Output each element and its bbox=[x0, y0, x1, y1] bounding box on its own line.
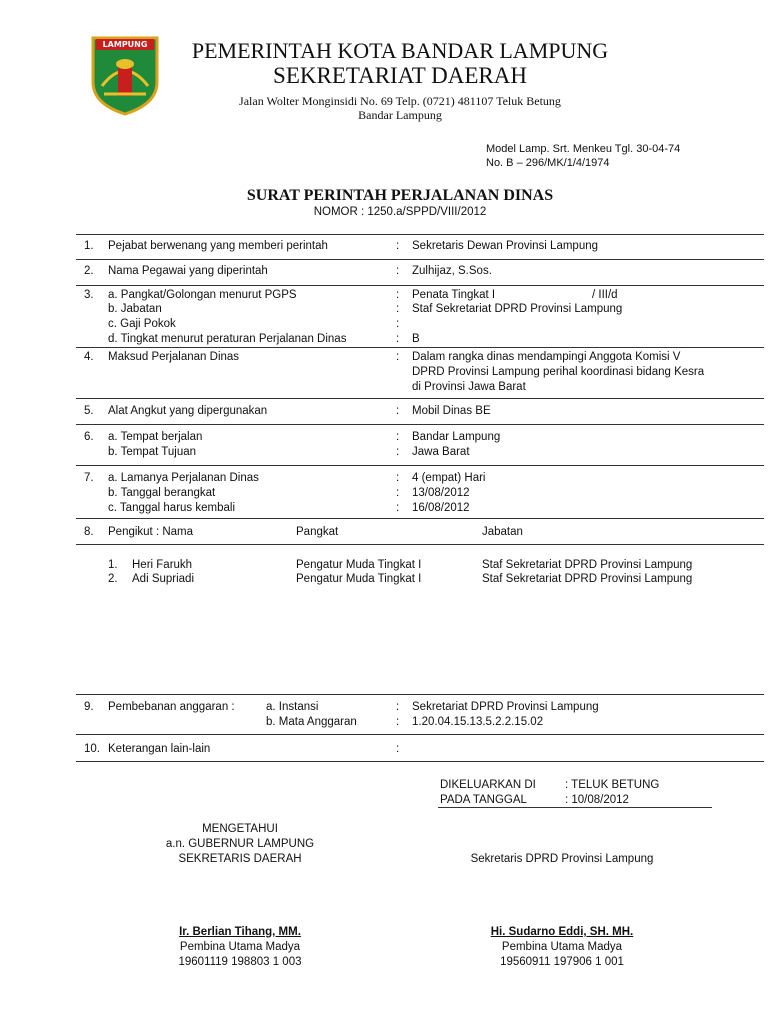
row-label: Nama Pegawai yang diperintah bbox=[108, 265, 268, 277]
divider bbox=[76, 544, 764, 545]
colon: : bbox=[396, 240, 400, 252]
column-header-position: Jabatan bbox=[482, 526, 523, 538]
row-value: Bandar Lampung bbox=[412, 431, 501, 443]
sign-left-title: SEKRETARIS DAERAH bbox=[178, 853, 302, 865]
row-number: 7. bbox=[84, 472, 94, 484]
colon: : bbox=[396, 487, 400, 499]
colon: : bbox=[396, 701, 400, 713]
colon: : bbox=[396, 351, 400, 363]
divider bbox=[76, 694, 764, 695]
logo-label: LAMPUNG bbox=[102, 40, 148, 49]
list-item-number: 1. bbox=[108, 559, 118, 571]
list-item-name: Heri Farukh bbox=[132, 559, 193, 571]
row-number: 9. bbox=[84, 701, 94, 713]
list-item-number: 2. bbox=[108, 573, 118, 585]
header-city: Bandar Lampung bbox=[358, 108, 442, 122]
row-value: Dalam rangka dinas mendampingi Anggota Komisi V bbox=[412, 351, 681, 363]
sign-right-rank: Pembina Utama Madya bbox=[501, 941, 623, 953]
column-header-name: Pengikut : Nama bbox=[108, 526, 194, 538]
sign-left-heading: MENGETAHUI bbox=[202, 823, 278, 835]
row-label: Pejabat berwenang yang memberi perintah bbox=[108, 240, 328, 252]
row-sublabel: a. Instansi bbox=[266, 701, 319, 713]
row-value: 4 (empat) Hari bbox=[412, 472, 486, 484]
row-number: 6. bbox=[84, 431, 94, 443]
divider bbox=[76, 234, 764, 235]
row-number: 2. bbox=[84, 265, 94, 277]
row-label: d. Tingkat menurut peraturan Perjalanan Dinas bbox=[108, 333, 347, 345]
list-item-position: Staf Sekretariat DPRD Provinsi Lampung bbox=[482, 559, 693, 571]
row-label: a. Lamanya Perjalanan Dinas bbox=[108, 472, 259, 484]
colon: : bbox=[396, 318, 400, 330]
row-value: Jawa Barat bbox=[412, 446, 470, 458]
row-label: a. Tempat berjalan bbox=[108, 431, 203, 443]
divider bbox=[76, 465, 764, 466]
row-number: 3. bbox=[84, 289, 94, 301]
row-label: b. Jabatan bbox=[108, 303, 162, 315]
logo bbox=[90, 36, 160, 116]
sign-right-nip: 19560911 197906 1 001 bbox=[500, 956, 624, 968]
colon: : bbox=[396, 446, 400, 458]
colon: : bbox=[396, 716, 400, 728]
row-number: 8. bbox=[84, 526, 94, 538]
colon: : bbox=[396, 502, 400, 514]
colon: : bbox=[396, 743, 400, 755]
row-value: Sekretaris Dewan Provinsi Lampung bbox=[412, 240, 599, 252]
row-label: a. Pangkat/Golongan menurut PGPS bbox=[108, 289, 297, 301]
divider bbox=[76, 761, 764, 762]
document-number: NOMOR : 1250.a/SPPD/VIII/2012 bbox=[313, 206, 487, 218]
row-sublabel: b. Mata Anggaran bbox=[266, 716, 357, 728]
model-reference: Model Lamp. Srt. Menkeu Tgl. 30-04-74 bbox=[486, 143, 681, 155]
divider bbox=[76, 285, 764, 286]
sign-left-nip: 19601119 198803 1 003 bbox=[178, 956, 302, 968]
row-value: Staf Sekretariat DPRD Provinsi Lampung bbox=[412, 303, 623, 315]
row-value: 16/08/2012 bbox=[412, 502, 470, 514]
row-value: 13/08/2012 bbox=[412, 487, 470, 499]
row-label: b. Tanggal berangkat bbox=[108, 487, 216, 499]
divider bbox=[76, 734, 764, 735]
sign-left-rank: Pembina Utama Madya bbox=[179, 941, 301, 953]
row-label: Keterangan lain-lain bbox=[108, 743, 211, 755]
column-header-rank: Pangkat bbox=[296, 526, 339, 538]
row-value: DPRD Provinsi Lampung perihal koordinasi bidang Kesra bbox=[412, 366, 705, 378]
row-number: 5. bbox=[84, 405, 94, 417]
colon: : bbox=[396, 333, 400, 345]
list-item-rank: Pengatur Muda Tingkat I bbox=[296, 573, 422, 585]
row-label: Maksud Perjalanan Dinas bbox=[108, 351, 240, 363]
issued-date-value: : 10/08/2012 bbox=[565, 794, 629, 806]
row-value: di Provinsi Jawa Barat bbox=[412, 381, 526, 393]
sign-right-title: Sekretaris DPRD Provinsi Lampung bbox=[470, 853, 654, 865]
issued-underline bbox=[438, 807, 712, 808]
row-label: c. Gaji Pokok bbox=[108, 318, 176, 330]
divider bbox=[76, 347, 764, 348]
model-number: No. B – 296/MK/1/4/1974 bbox=[486, 157, 610, 169]
issued-place-value: : TELUK BETUNG bbox=[565, 779, 660, 791]
colon: : bbox=[396, 472, 400, 484]
sign-left-behalf: a.n. GUBERNUR LAMPUNG bbox=[165, 838, 315, 850]
colon: : bbox=[396, 289, 400, 301]
row-number: 4. bbox=[84, 351, 94, 363]
row-label: Alat Angkut yang dipergunakan bbox=[108, 405, 268, 417]
colon: : bbox=[396, 405, 400, 417]
divider bbox=[76, 518, 764, 519]
row-number: 1. bbox=[84, 240, 94, 252]
divider bbox=[76, 259, 764, 260]
issued-place-label: DIKELUARKAN DI bbox=[440, 779, 536, 791]
row-value: 1.20.04.15.13.5.2.2.15.02 bbox=[412, 716, 544, 728]
list-item-position: Staf Sekretariat DPRD Provinsi Lampung bbox=[482, 573, 693, 585]
colon: : bbox=[396, 265, 400, 277]
header-secretariat: SEKRETARIAT DAERAH bbox=[273, 63, 527, 88]
row-number: 10. bbox=[84, 743, 100, 755]
document-title: SURAT PERINTAH PERJALANAN DINAS bbox=[246, 187, 554, 204]
list-item-rank: Pengatur Muda Tingkat I bbox=[296, 559, 422, 571]
issued-date-label: PADA TANGGAL bbox=[440, 794, 527, 806]
row-value: Sekretariat DPRD Provinsi Lampung bbox=[412, 701, 599, 713]
divider bbox=[76, 424, 764, 425]
sign-left-name: Ir. Berlian Tihang, MM. bbox=[179, 926, 301, 938]
row-value: B bbox=[412, 333, 420, 345]
header-government: PEMERINTAH KOTA BANDAR LAMPUNG bbox=[191, 38, 609, 63]
row-value: Penata Tingkat I bbox=[412, 289, 496, 301]
row-label: b. Tempat Tujuan bbox=[108, 446, 197, 458]
colon: : bbox=[396, 431, 400, 443]
row-label: Pembebanan anggaran : bbox=[108, 701, 235, 713]
row-value: / III/d bbox=[592, 289, 618, 301]
row-value: Mobil Dinas BE bbox=[412, 405, 491, 417]
colon: : bbox=[396, 303, 400, 315]
list-item-name: Adi Supriadi bbox=[132, 573, 195, 585]
row-label: c. Tanggal harus kembali bbox=[108, 502, 235, 514]
sign-right-name: Hi. Sudarno Eddi, SH. MH. bbox=[490, 926, 634, 938]
divider bbox=[76, 398, 764, 399]
header-address: Jalan Wolter Monginsidi No. 69 Telp. (0721) 481107 Teluk Betung bbox=[239, 94, 561, 108]
row-value: Zulhijaz, S.Sos. bbox=[412, 265, 492, 277]
